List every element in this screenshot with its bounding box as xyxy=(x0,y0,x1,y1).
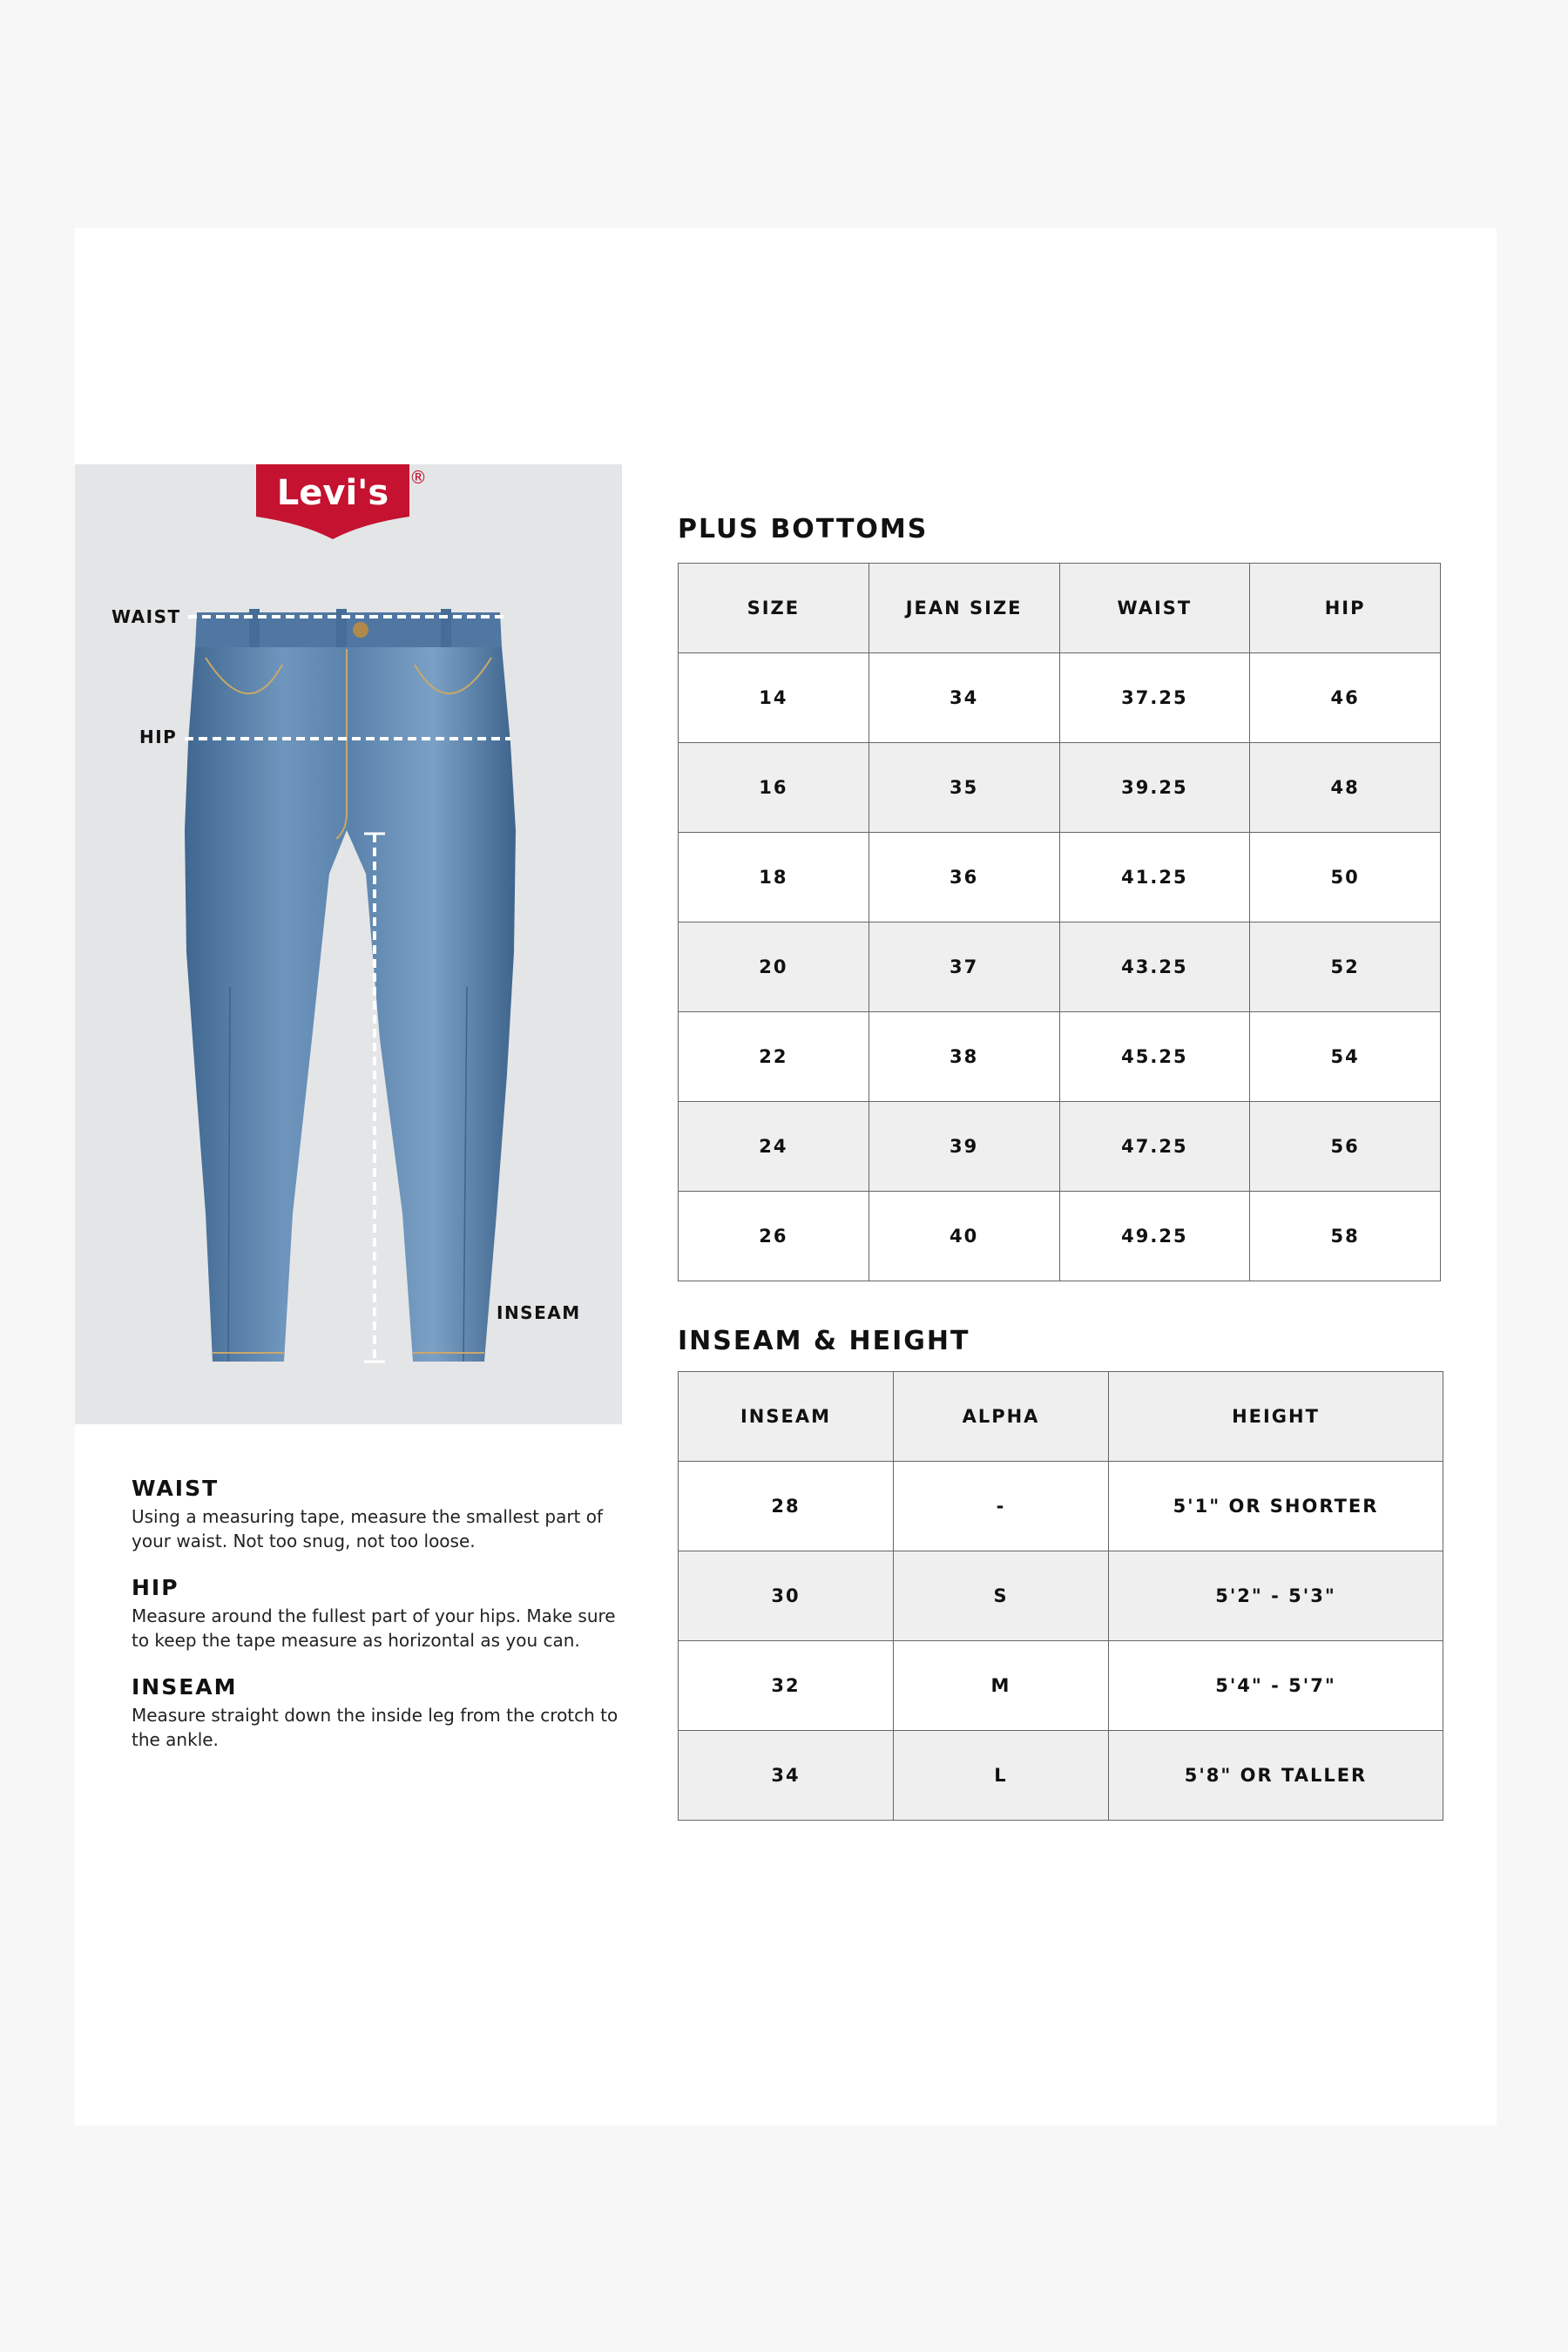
column-header: WAIST xyxy=(1059,564,1250,653)
waist-description-text: Using a measuring tape, measure the smallest part of your waist. Not too snug, not too loose. xyxy=(132,1506,604,1551)
table-cell: 50 xyxy=(1250,833,1441,923)
table-header-row xyxy=(679,564,1441,653)
table-cell: 49.25 xyxy=(1059,1192,1250,1281)
table-cell: 30 xyxy=(679,1551,894,1641)
table-row xyxy=(679,653,1441,743)
table-cell: 14 xyxy=(679,653,869,743)
waist-label: WAIST xyxy=(112,606,181,627)
table-cell: 32 xyxy=(679,1641,894,1731)
column-header: JEAN SIZE xyxy=(868,564,1059,653)
column-header: HIP xyxy=(1250,564,1441,653)
table-row xyxy=(679,743,1441,833)
logo-registered-mark: ® xyxy=(409,467,427,488)
table-cell: 56 xyxy=(1250,1102,1441,1192)
logo-text: Levi's xyxy=(276,473,389,513)
table-cell: S xyxy=(894,1551,1109,1641)
inseam-description xyxy=(132,1674,637,1752)
table-row xyxy=(679,1462,1443,1551)
hip-description xyxy=(132,1575,637,1652)
table-row xyxy=(679,1012,1441,1102)
table-row xyxy=(679,1551,1443,1641)
column-header: SIZE xyxy=(679,564,869,653)
table-cell: 45.25 xyxy=(1059,1012,1250,1102)
inseam-height-table xyxy=(678,1371,1443,1821)
table-cell: 39.25 xyxy=(1059,743,1250,833)
inseam-description-title: INSEAM xyxy=(132,1674,238,1700)
hip-label: HIP xyxy=(139,727,178,747)
table-cell: 41.25 xyxy=(1059,833,1250,923)
jeans-image xyxy=(185,609,516,1362)
table-cell: 26 xyxy=(679,1192,869,1281)
table-row xyxy=(679,1731,1443,1821)
table-cell: 5'8" OR TALLER xyxy=(1109,1731,1443,1821)
table-cell: 38 xyxy=(868,1012,1059,1102)
table-cell: 43.25 xyxy=(1059,923,1250,1012)
waist-description-title: WAIST xyxy=(132,1476,220,1501)
table-row xyxy=(679,1192,1441,1281)
table-header-row xyxy=(679,1372,1443,1462)
table-cell: 52 xyxy=(1250,923,1441,1012)
table-cell: 5'1" OR SHORTER xyxy=(1109,1462,1443,1551)
table-row xyxy=(679,1641,1443,1731)
table-cell: 28 xyxy=(679,1462,894,1551)
table-cell: M xyxy=(894,1641,1109,1731)
column-header: ALPHA xyxy=(894,1372,1109,1462)
table-cell: 20 xyxy=(679,923,869,1012)
table-cell: 48 xyxy=(1250,743,1441,833)
table-cell: 5'2" - 5'3" xyxy=(1109,1551,1443,1641)
table-cell: L xyxy=(894,1731,1109,1821)
table-row xyxy=(679,833,1441,923)
table-cell: 5'4" - 5'7" xyxy=(1109,1641,1443,1731)
jeans-photo-panel xyxy=(75,464,622,1424)
table-cell: 37 xyxy=(868,923,1059,1012)
table-cell: 54 xyxy=(1250,1012,1441,1102)
waist-description xyxy=(132,1476,637,1553)
inseam-label: INSEAM xyxy=(497,1302,581,1323)
table-cell: 37.25 xyxy=(1059,653,1250,743)
column-header: HEIGHT xyxy=(1109,1372,1443,1462)
table-cell: 58 xyxy=(1250,1192,1441,1281)
table-cell: 35 xyxy=(868,743,1059,833)
size-chart-card xyxy=(75,228,1497,2126)
table-cell: 24 xyxy=(679,1102,869,1192)
table-cell: 16 xyxy=(679,743,869,833)
levis-logo xyxy=(256,464,427,539)
column-header: INSEAM xyxy=(679,1372,894,1462)
inseam-height-title: INSEAM & HEIGHT xyxy=(678,1326,970,1356)
table-cell: 39 xyxy=(868,1102,1059,1192)
table-cell: 34 xyxy=(868,653,1059,743)
inseam-description-text: Measure straight down the inside leg from the crotch to the ankle. xyxy=(132,1705,618,1750)
table-cell: 46 xyxy=(1250,653,1441,743)
table-cell: 47.25 xyxy=(1059,1102,1250,1192)
table-cell: 36 xyxy=(868,833,1059,923)
hip-description-title: HIP xyxy=(132,1575,179,1600)
table-row xyxy=(679,1102,1441,1192)
hip-description-text: Measure around the fullest part of your hips. Make sure to keep the tape measure as horizontal as you can. xyxy=(132,1605,616,1651)
table-cell: 18 xyxy=(679,833,869,923)
plus-bottoms-title: PLUS BOTTOMS xyxy=(678,514,929,544)
plus-bottoms-table xyxy=(678,563,1441,1281)
table-cell: - xyxy=(894,1462,1109,1551)
table-cell: 22 xyxy=(679,1012,869,1102)
table-row xyxy=(679,923,1441,1012)
table-cell: 34 xyxy=(679,1731,894,1821)
table-cell: 40 xyxy=(868,1192,1059,1281)
